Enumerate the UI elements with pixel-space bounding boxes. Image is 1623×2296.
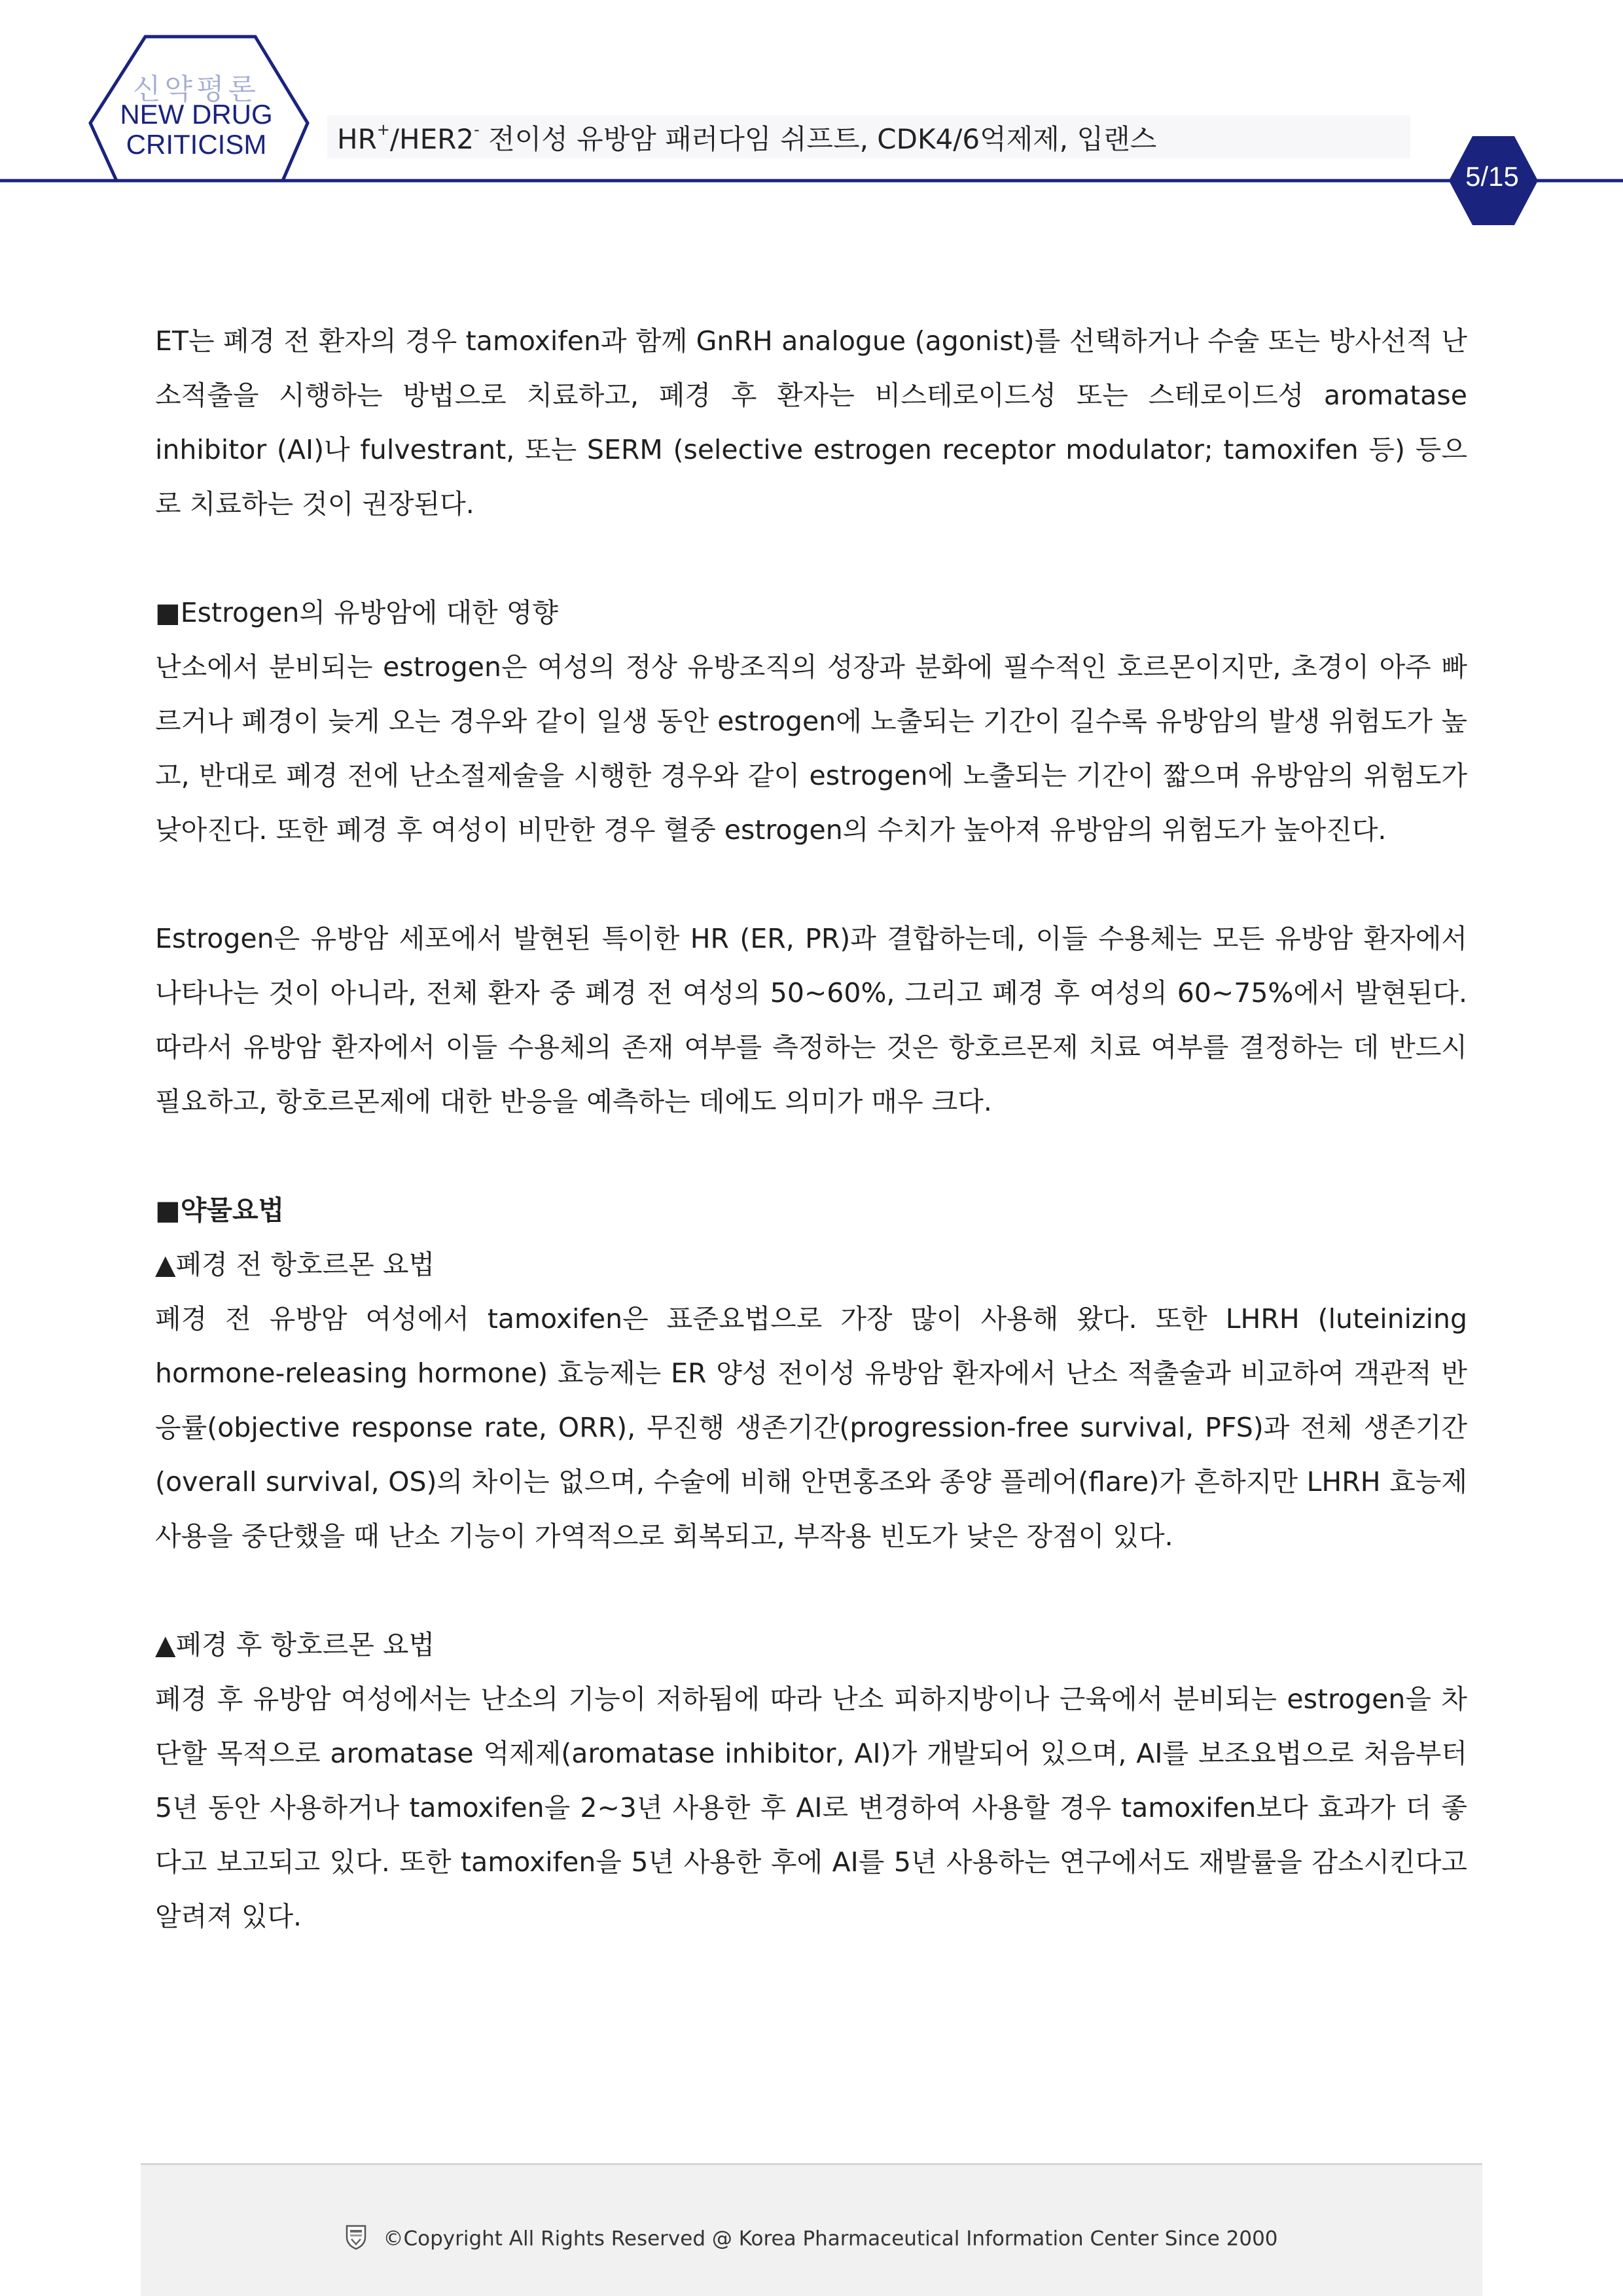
subheading-premenopausal: ▲폐경 전 항호르몬 요법 <box>155 1249 435 1280</box>
page-number: 5/15 <box>1465 161 1519 192</box>
paragraph-hormone-receptor: Estrogen은 유방암 세포에서 발현된 특이한 HR (ER, PR)과 결합하는데, 이들 수용체는 모든 유방암 환자에서 나타나는 것이 아니라, 전체 환자 중 폐경 전 여성의 50~60%, 그리고 폐경 후 여성의 60~75%에서 발현된다. 따라서 유방암 환자에서 이들 수용체의 존재 여부를 측정하는 것은 항호르몬제 치료 여부를 결정하는 데 반드시 필요하고, 항호르몬제에 대한 반응을 예측하는 데에도 의미가 매우 크다. <box>155 923 1467 1117</box>
main-content <box>155 314 1467 1944</box>
footer-copyright <box>141 2227 1482 2253</box>
kpic-shield-icon <box>345 2224 367 2250</box>
paragraph-premenopausal: 폐경 전 유방암 여성에서 tamoxifen은 표준요법으로 가장 많이 사용해 왔다. 또한 LHRH (luteinizing hormone-releasing hormone) 효능제는 ER 양성 전이성 유방암 환자에서 난소 적출술과 비교하여 객관적 반응률(objective response rate, ORR), 무진행 생존기간(progression-free survival, PFS)과 전체 생존기간 (overall survival, OS)의 차이는 없으며, 수술에 비해 안면홍조와 종양 플레어(flare)가 흔하지만 LHRH 효능제 사용을 중단했을 때 난소 기능이 가역적으로 회복되고, 부작용 빈도가 낮은 장점이 있다. <box>155 1303 1467 1552</box>
footer-copyright-text: ©Copyright All Rights Reserved @ Korea Pharmaceutical Information Center Since 2000 <box>383 2227 1278 2251</box>
section-heading-drug-therapy: ■약물요법 <box>155 1194 285 1226</box>
logo-english-line1: NEW DRUG <box>120 99 273 130</box>
title-sup-plus: + <box>376 120 390 139</box>
footer <box>141 2165 1482 2296</box>
spacer <box>155 531 1467 586</box>
title-part3: 전이성 유방암 패러다임 쉬프트, CDK4/6억제제, 입랜스 <box>479 123 1157 155</box>
logo-korean: 신약평론 <box>132 73 260 106</box>
paragraph-postmenopausal: 폐경 후 유방암 여성에서는 난소의 기능이 저하됨에 따라 난소 피하지방이나 근육에서 분비되는 estrogen을 차단할 목적으로 aromatase 억제제(aromatase inhibitor, AI)가 개발되어 있으며, AI를 보조요법으로 처음부터 5년 동안 사용하거나 tamoxifen을 2~3년 사용한 후 AI로 변경하여 사용할 경우 tamoxifen보다 효과가 더 좋다고 보고되고 있다. 또한 tamoxifen을 5년 사용한 후에 AI를 5년 사용하는 연구에서도 재발률을 감소시킨다고 알려져 있다. <box>155 1683 1467 1932</box>
title-part1: HR <box>337 123 377 155</box>
title-sup-minus: - <box>474 120 480 139</box>
paragraph-estrogen-risk: 난소에서 분비되는 estrogen은 여성의 정상 유방조직의 성장과 분화에 필수적인 호르몬이지만, 초경이 아주 빠르거나 폐경이 늦게 오는 경우와 같이 일생 동안 estrogen에 노출되는 기간이 길수록 유방암의 발생 위험도가 높고, 반대로 폐경 전에 난소절제술을 시행한 경우와 같이 estrogen에 노출되는 기간이 짧으며 유방암의 위험도가 낮아진다. 또한 폐경 후 여성이 비만한 경우 혈중 estrogen의 수치가 높아져 유방암의 위험도가 높아진다. <box>155 651 1467 846</box>
spacer <box>155 857 1467 912</box>
subheading-postmenopausal: ▲폐경 후 항호르몬 요법 <box>155 1629 435 1660</box>
title-part2: /HER2 <box>389 123 474 155</box>
logo-english-line2: CRITICISM <box>126 129 267 160</box>
spacer <box>155 1564 1467 1618</box>
section-heading-estrogen: ■Estrogen의 유방암에 대한 영향 <box>155 597 558 628</box>
spacer <box>155 1129 1467 1183</box>
paragraph-endocrine-therapy: ET는 폐경 전 환자의 경우 tamoxifen과 함께 GnRH analogue (agonist)를 선택하거나 수술 또는 방사선적 난소적출을 시행하는 방법으로 치료하고, 폐경 후 환자는 비스테로이드성 또는 스테로이드성 aromatase inhibitor (AI)나 fulvestrant, 또는 SERM (selective estrogen receptor modulator; tamoxifen 등) 등으로 치료하는 것이 권장된다. <box>155 325 1467 520</box>
logo-english <box>118 99 275 160</box>
header-title <box>337 118 1156 157</box>
